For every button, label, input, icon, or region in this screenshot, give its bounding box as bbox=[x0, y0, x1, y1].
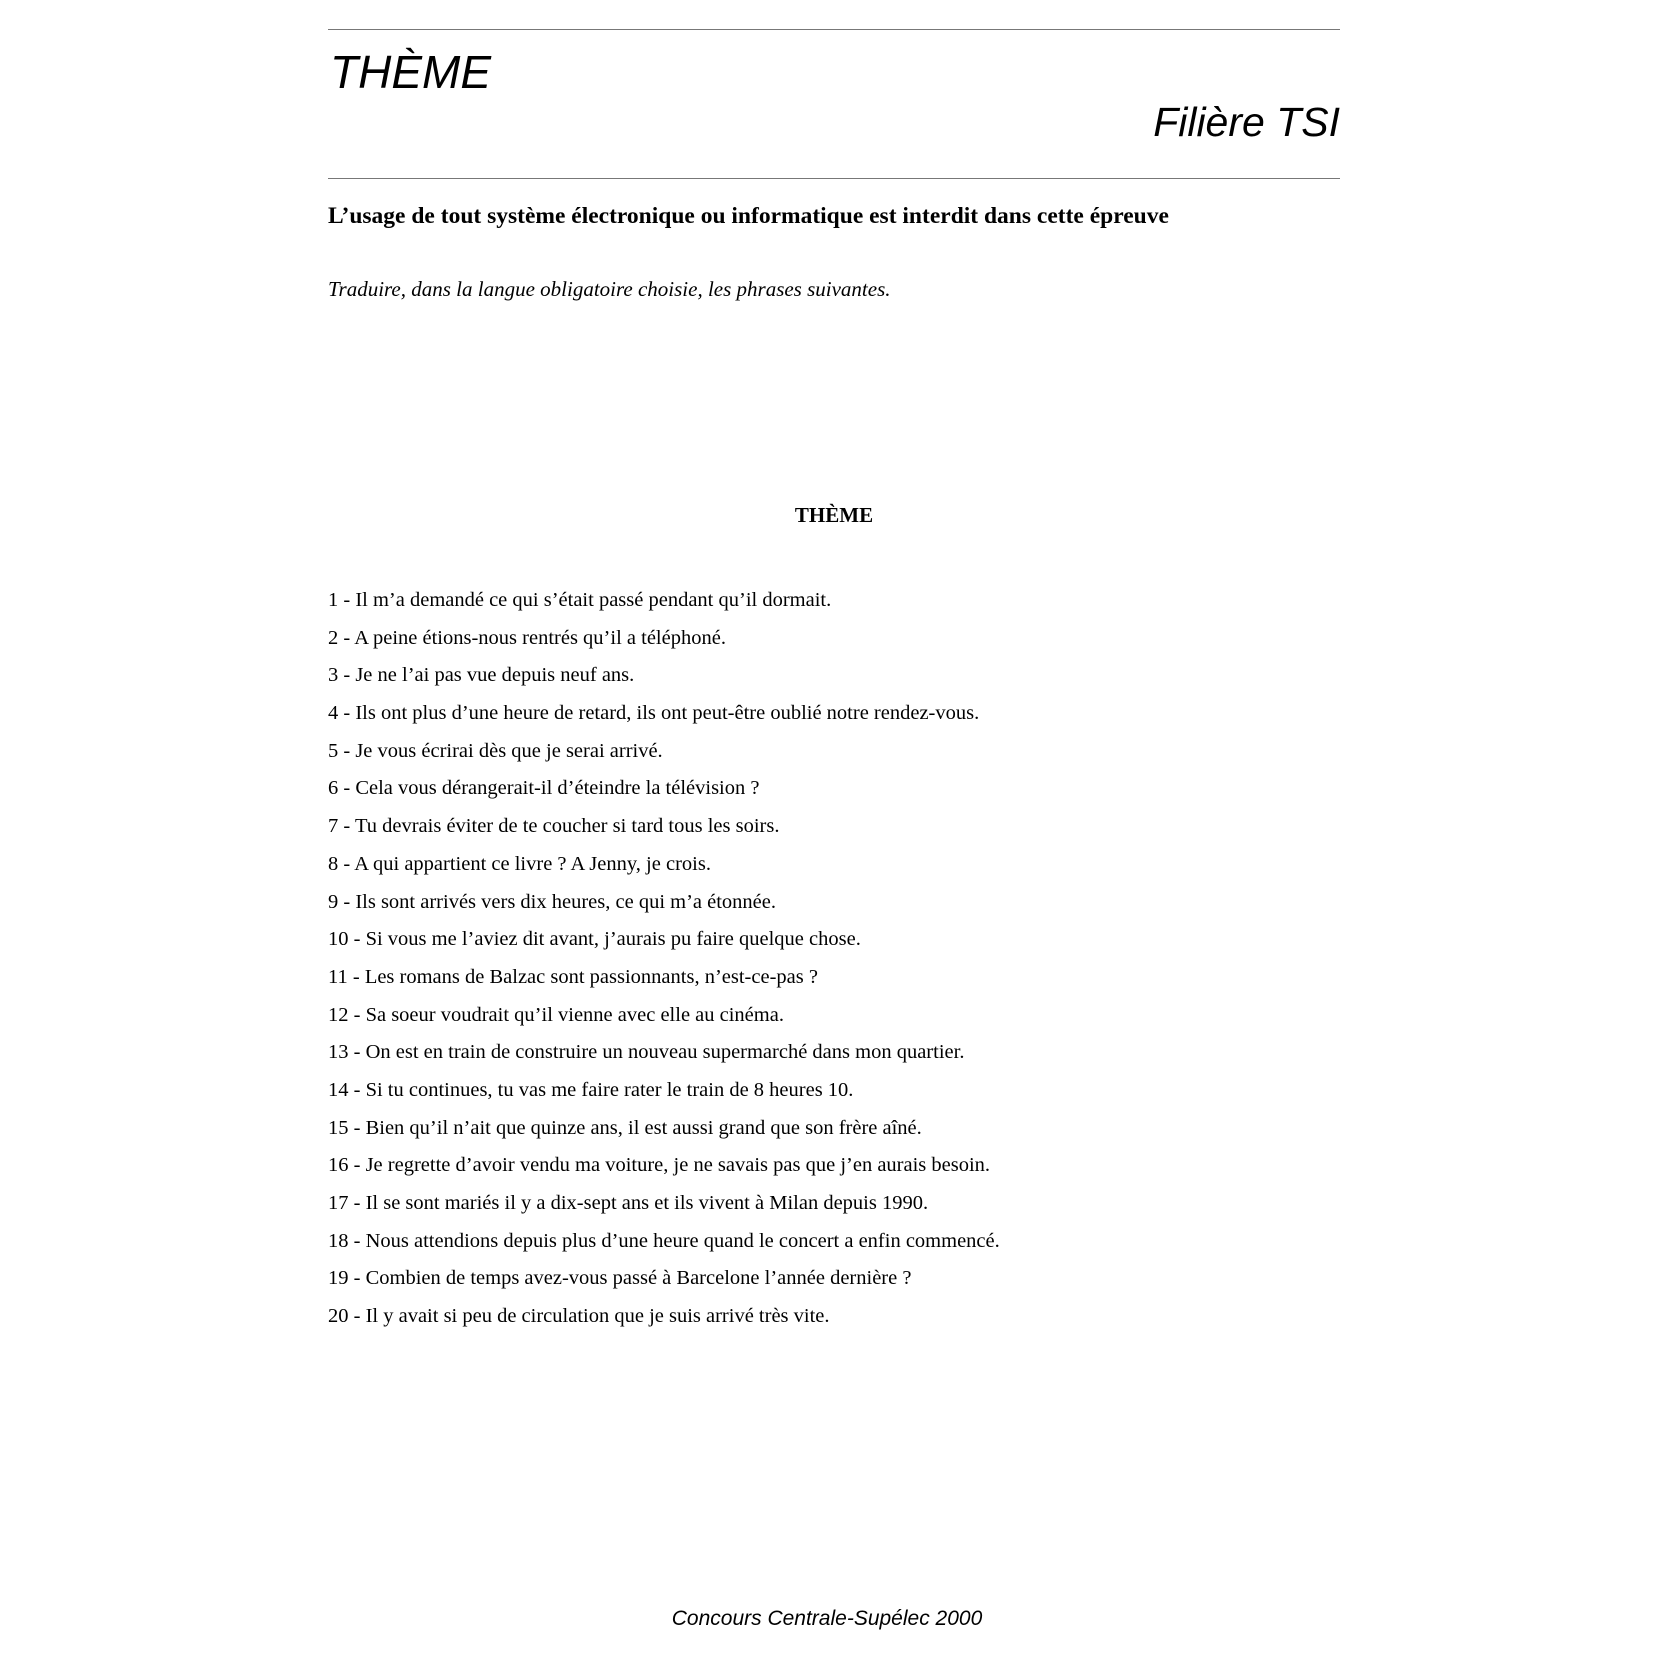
sentence-item: 15 - Bien qu’il n’ait que quinze ans, il est aussi grand que son frère aîné. bbox=[328, 1116, 922, 1139]
exam-title: THÈME bbox=[330, 46, 491, 98]
sentence-item: 20 - Il y avait si peu de circulation que je suis arrivé très vite. bbox=[328, 1305, 830, 1328]
sentence-item: 10 - Si vous me l’aviez dit avant, j’aurais pu faire quelque chose. bbox=[328, 928, 861, 951]
sentence-item: 6 - Cela vous dérangerait-il d’éteindre la télévision ? bbox=[328, 777, 760, 800]
sentence-item: 12 - Sa soeur voudrait qu’il vienne avec elle au cinéma. bbox=[328, 1003, 784, 1026]
electronics-notice: L’usage de tout système électronique ou informatique est interdit dans cette épreuve bbox=[328, 203, 1169, 229]
sentence-item: 13 - On est en train de construire un nouveau supermarché dans mon quartier. bbox=[328, 1041, 965, 1064]
header-bottom-rule bbox=[328, 178, 1340, 179]
page-footer: Concours Centrale-Supélec 2000 bbox=[671, 1607, 983, 1630]
sentence-item: 2 - A peine étions-nous rentrés qu’il a téléphoné. bbox=[328, 626, 726, 649]
sentence-list bbox=[328, 586, 1000, 1340]
section-title: THÈME bbox=[794, 503, 874, 527]
sentence-item: 4 - Ils ont plus d’une heure de retard, ils ont peut-être oublié notre rendez-vous. bbox=[328, 702, 980, 725]
sentence-item: 1 - Il m’a demandé ce qui s’était passé pendant qu’il dormait. bbox=[328, 589, 832, 611]
sentence-item: 5 - Je vous écrirai dès que je serai arrivé. bbox=[328, 739, 663, 762]
sentence-item: 7 - Tu devrais éviter de te coucher si tard tous les soirs. bbox=[328, 815, 780, 838]
sentence-item: 17 - Il se sont mariés il y a dix-sept ans et ils vivent à Milan depuis 1990. bbox=[328, 1192, 929, 1214]
sentence-item: 11 - Les romans de Balzac sont passionnants, n’est-ce-pas ? bbox=[328, 965, 818, 988]
header-top-rule bbox=[328, 29, 1340, 30]
sentence-item: 9 - Ils sont arrivés vers dix heures, ce qui m’a étonnée. bbox=[328, 890, 777, 913]
filiere-label: Filière TSI bbox=[1153, 99, 1340, 145]
sentence-item: 16 - Je regrette d’avoir vendu ma voiture, je ne savais pas que j’en aurais besoin. bbox=[328, 1154, 991, 1177]
sentence-item: 14 - Si tu continues, tu vas me faire rater le train de 8 heures 10. bbox=[328, 1078, 854, 1101]
sentence-item: 8 - A qui appartient ce livre ? A Jenny, je crois. bbox=[328, 852, 711, 875]
translation-instruction: Traduire, dans la langue obligatoire choisie, les phrases suivantes. bbox=[328, 277, 891, 301]
sentence-item: 3 - Je ne l’ai pas vue depuis neuf ans. bbox=[328, 664, 635, 687]
sentence-item: 19 - Combien de temps avez-vous passé à Barcelone l’année dernière ? bbox=[328, 1267, 912, 1290]
sentence-item: 18 - Nous attendions depuis plus d’une heure quand le concert a enfin commencé. bbox=[328, 1229, 1000, 1252]
